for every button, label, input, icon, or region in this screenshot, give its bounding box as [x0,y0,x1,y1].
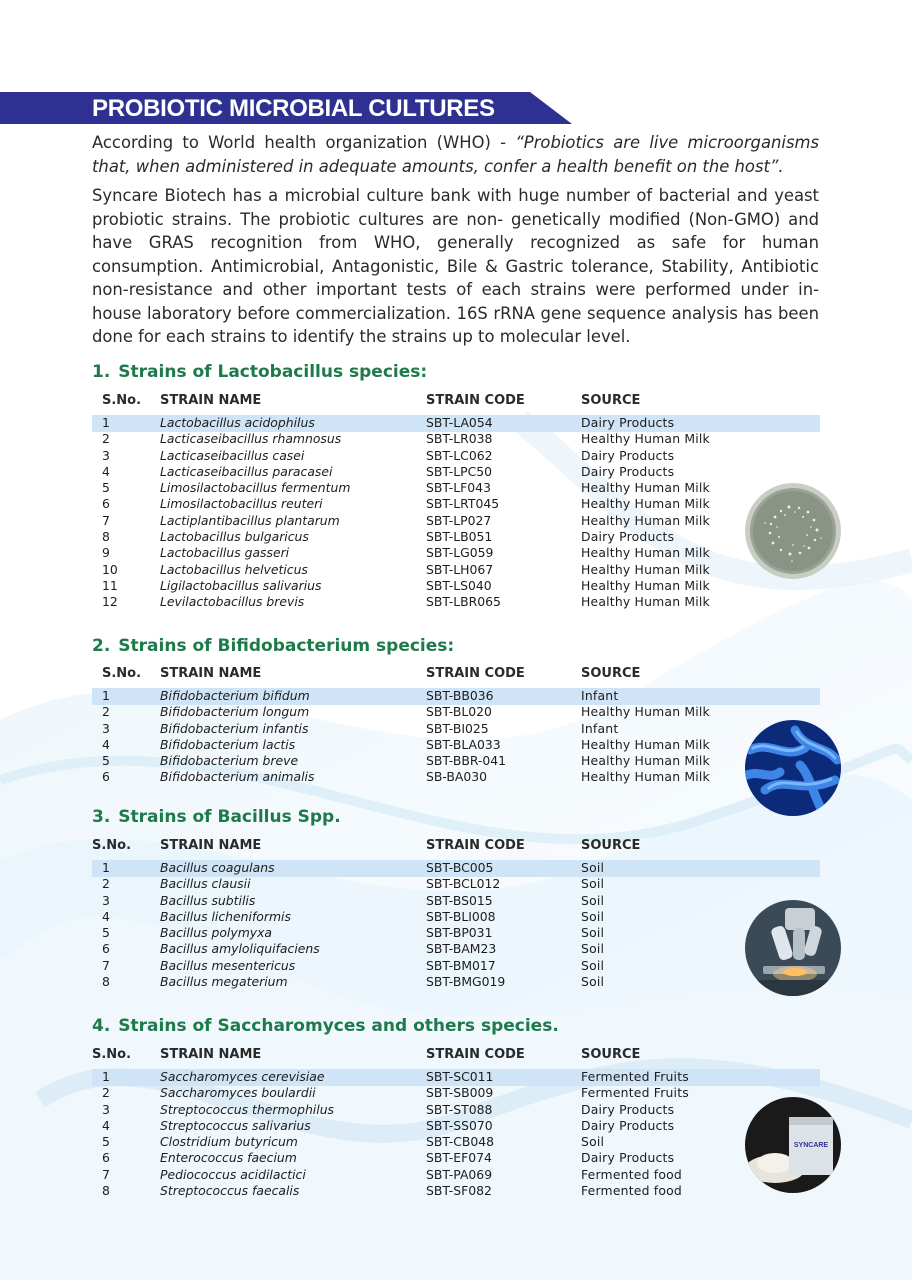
header-strain-name: STRAIN NAME [160,666,262,681]
cell-source: Soil [581,941,605,957]
cell-sno: 4 [102,1117,110,1133]
cell-source: Soil [581,957,605,973]
cell-sno: 5 [102,1134,110,1150]
cell-source: Healthy Human Milk [581,545,710,561]
cell-strain-code: SBT-BB036 [426,688,494,703]
cell-strain-code: SBT-LB051 [426,529,493,545]
cell-sno: 6 [102,1150,110,1166]
header-strain-code: STRAIN CODE [426,1047,525,1062]
cell-source: Healthy Human Milk [581,736,710,752]
cell-sno: 1 [102,860,110,875]
table-header [0,1047,912,1069]
cell-strain-name: Bifidobacterium animalis [160,769,315,785]
cell-strain-code: SBT-LR038 [426,431,493,447]
cell-strain-name: Bifidobacterium longum [160,704,310,720]
cell-strain-code: SBT-BMG019 [426,974,506,990]
cell-strain-name: Streptococcus salivarius [160,1117,311,1133]
cell-strain-code: SBT-BCL012 [426,876,501,892]
cell-source: Healthy Human Milk [581,704,710,720]
cell-sno: 8 [102,974,110,990]
table-row [0,860,912,876]
intro-quote: “Probiotics are live microorganisms that, when administered in adequate amounts, confer a health benefit on the host”. [92,133,819,176]
table-row [0,876,912,892]
cell-strain-name: Bacillus subtilis [160,892,256,908]
cell-sno: 1 [102,1069,110,1084]
cell-sno: 12 [102,594,118,610]
cell-strain-name: Ligilactobacillus salivarius [160,577,322,593]
section-title-bacillus [92,807,341,827]
cell-source: Healthy Human Milk [581,577,710,593]
table-header [0,393,912,415]
header-sno: S.No. [102,393,142,408]
cell-sno: 3 [102,447,110,463]
cell-strain-name: Saccharomyces boulardii [160,1085,316,1101]
cell-strain-name: Bacillus megaterium [160,974,288,990]
pouch-label: SYNCARE [793,1142,829,1149]
cell-strain-name: Lacticaseibacillus rhamnosus [160,431,342,447]
cell-sno: 5 [102,925,110,941]
cell-sno: 2 [102,704,110,720]
section-heading: Strains of Lactobacillus species: [118,362,428,382]
cell-source: Soil [581,974,605,990]
cell-strain-name: Lactiplantibacillus plantarum [160,512,340,528]
table-row [0,1069,912,1085]
header-sno: S.No. [92,838,132,853]
cell-strain-name: Bifidobacterium breve [160,753,299,769]
cell-strain-code: SBT-LP027 [426,512,492,528]
section-number: 1. [92,362,111,382]
cell-strain-name: Bacillus licheniformis [160,908,291,924]
cell-strain-name: Streptococcus faecalis [160,1183,300,1199]
cell-sno: 2 [102,431,110,447]
cell-source: Healthy Human Milk [581,594,710,610]
cell-strain-code: SBT-BLA033 [426,736,501,752]
cell-strain-name: Limosilactobacillus fermentum [160,480,351,496]
table-header [0,666,912,688]
cell-sno: 1 [102,688,110,703]
cell-strain-code: SBT-BM017 [426,957,496,973]
cell-strain-code: SBT-SF082 [426,1183,492,1199]
cell-source: Soil [581,860,605,875]
cell-sno: 3 [102,720,110,736]
cell-strain-code: SB-BA030 [426,769,488,785]
cell-strain-name: Bacillus amyloliquifaciens [160,941,320,957]
cell-strain-code: SBT-LRT045 [426,496,500,512]
header-sno: S.No. [102,666,142,681]
cell-source: Fermented Fruits [581,1069,689,1084]
cell-source: Soil [581,925,605,941]
cell-source: Soil [581,892,605,908]
cell-sno: 3 [102,892,110,908]
cell-sno: 9 [102,545,110,561]
cell-strain-name: Lacticaseibacillus casei [160,447,305,463]
cell-strain-code: SBT-SC011 [426,1069,494,1084]
cell-source: Fermented food [581,1183,682,1199]
cell-strain-code: SBT-LBR065 [426,594,501,610]
cell-source: Healthy Human Milk [581,512,710,528]
table-row [0,448,912,464]
section-heading: Strains of Saccharomyces and others species. [118,1016,559,1036]
cell-strain-name: Saccharomyces cerevisiae [160,1069,325,1084]
table-row [0,464,912,480]
cell-strain-name: Lacticaseibacillus paracasei [160,463,333,479]
cell-sno: 10 [102,561,118,577]
cell-source: Fermented Fruits [581,1085,689,1101]
cell-sno: 8 [102,529,110,545]
cell-strain-name: Lactobacillus helveticus [160,561,308,577]
cell-strain-name: Bacillus mesentericus [160,957,296,973]
cell-source: Dairy Products [581,463,675,479]
cell-source: Healthy Human Milk [581,769,710,785]
cell-source: Infant [581,720,619,736]
intro-who-definition [92,131,819,178]
cell-strain-code: SBT-BLI008 [426,908,496,924]
section-number: 4. [92,1016,111,1036]
section-heading: Strains of Bacillus Spp. [118,807,341,827]
cell-strain-name: Lactobacillus bulgaricus [160,529,309,545]
cell-source: Healthy Human Milk [581,431,710,447]
table-row [0,704,912,720]
cell-sno: 2 [102,1085,110,1101]
bacteria-microscopy-image [745,720,841,816]
cell-strain-code: SBT-LH067 [426,561,494,577]
section-title-bifidobacterium [92,636,454,656]
cell-source: Dairy Products [581,1101,675,1117]
cell-source: Fermented food [581,1166,682,1182]
cell-strain-code: SBT-BC005 [426,860,494,875]
cell-strain-name: Enterococcus faecium [160,1150,297,1166]
cell-sno: 7 [102,512,110,528]
cell-strain-code: SBT-EF074 [426,1150,492,1166]
cell-sno: 7 [102,957,110,973]
header-strain-code: STRAIN CODE [426,393,525,408]
header-source: SOURCE [581,393,641,408]
cell-strain-name: Clostridium butyricum [160,1134,298,1150]
cell-sno: 2 [102,876,110,892]
cell-strain-code: SBT-LG059 [426,545,494,561]
cell-source: Healthy Human Milk [581,480,710,496]
section-title-lactobacillus [92,362,427,382]
cell-source: Infant [581,688,619,703]
cell-source: Soil [581,908,605,924]
section-heading: Strains of Bifidobacterium species: [118,636,455,656]
cell-strain-name: Lactobacillus gasseri [160,545,290,561]
cell-strain-code: SBT-SB009 [426,1085,494,1101]
cell-strain-code: SBT-ST088 [426,1101,493,1117]
section-title-saccharomyces [92,1016,559,1036]
cell-sno: 1 [102,415,110,430]
cell-strain-code: SBT-LF043 [426,480,491,496]
cell-sno: 8 [102,1183,110,1199]
header-strain-code: STRAIN CODE [426,666,525,681]
cell-source: Healthy Human Milk [581,753,710,769]
intro-body: Syncare Biotech has a microbial culture bank with huge number of bacterial and yeast probiotic strains. The probiotic cultures are non- genetically modified (Non-GMO) and have GRAS recognition from WHO, generally recognized as safe for human consumption. Antimicrobial, Antagonistic, Bile & Gastric tolerance, Stability, Antibiotic non-resistance and other important tests of each strains were performed under in-house laboratory before commercialization. 16S rRNA gene sequence analysis has been done for each strains to identify the strains up to molecular level. [92,186,819,346]
cell-source: Dairy Products [581,447,675,463]
cell-strain-code: SBT-BBR-041 [426,753,507,769]
table-row [0,578,912,594]
cell-strain-name: Pediococcus acidilactici [160,1166,306,1182]
intro-lead: According to World health organization (WHO) - [92,133,516,152]
cell-sno: 3 [102,1101,110,1117]
cell-strain-code: SBT-BS015 [426,892,493,908]
page-title: PROBIOTIC MICROBIAL CULTURES [92,95,495,122]
cell-strain-name: Bacillus coagulans [160,860,275,875]
table-row [0,688,912,704]
cell-source: Soil [581,1134,605,1150]
probiotic-powder-pouch-image [745,1097,841,1193]
cell-strain-name: Lactobacillus acidophilus [160,415,315,430]
cell-sno: 6 [102,941,110,957]
cell-strain-name: Levilactobacillus brevis [160,594,305,610]
cell-strain-code: SBT-CB048 [426,1134,495,1150]
table-header [0,838,912,860]
cell-strain-name: Limosilactobacillus reuteri [160,496,323,512]
header-strain-name: STRAIN NAME [160,393,262,408]
cell-strain-name: Bacillus polymyxa [160,925,273,941]
cell-sno: 7 [102,1166,110,1182]
header-strain-name: STRAIN NAME [160,838,262,853]
cell-sno: 5 [102,480,110,496]
cell-strain-code: SBT-LC062 [426,447,493,463]
cell-sno: 11 [102,577,118,593]
cell-strain-code: SBT-BL020 [426,704,492,720]
cell-sno: 6 [102,769,110,785]
cell-strain-name: Bacillus clausii [160,876,251,892]
cell-strain-code: SBT-LA054 [426,415,493,430]
cell-sno: 4 [102,736,110,752]
cell-sno: 6 [102,496,110,512]
cell-strain-code: SBT-LPC50 [426,463,493,479]
cell-source: Dairy Products [581,415,675,430]
cell-sno: 4 [102,463,110,479]
header-strain-code: STRAIN CODE [426,838,525,853]
cell-source: Healthy Human Milk [581,496,710,512]
cell-source: Dairy Products [581,529,675,545]
cell-strain-code: SBT-PA069 [426,1166,493,1182]
cell-source: Soil [581,876,605,892]
section-number: 2. [92,636,111,656]
header-source: SOURCE [581,1047,641,1062]
section-number: 3. [92,807,111,827]
cell-strain-name: Streptococcus thermophilus [160,1101,335,1117]
cell-strain-name: Bifidobacterium bifidum [160,688,310,703]
cell-source: Healthy Human Milk [581,561,710,577]
table-row [0,431,912,447]
table-row [0,594,912,610]
cell-sno: 5 [102,753,110,769]
cell-source: Dairy Products [581,1117,675,1133]
table-row [0,415,912,431]
cell-strain-name: Bifidobacterium lactis [160,736,296,752]
cell-strain-code: SBT-BP031 [426,925,493,941]
header-source: SOURCE [581,666,641,681]
cell-strain-code: SBT-SS070 [426,1117,493,1133]
cell-sno: 4 [102,908,110,924]
cell-strain-code: SBT-BAM23 [426,941,497,957]
petri-dish-image [745,483,841,579]
cell-source: Dairy Products [581,1150,675,1166]
microscope-image [745,900,841,996]
cell-strain-code: SBT-LS040 [426,577,492,593]
header-source: SOURCE [581,838,641,853]
header-sno: S.No. [92,1047,132,1062]
cell-strain-code: SBT-BI025 [426,720,489,736]
cell-strain-name: Bifidobacterium infantis [160,720,309,736]
header-strain-name: STRAIN NAME [160,1047,262,1062]
